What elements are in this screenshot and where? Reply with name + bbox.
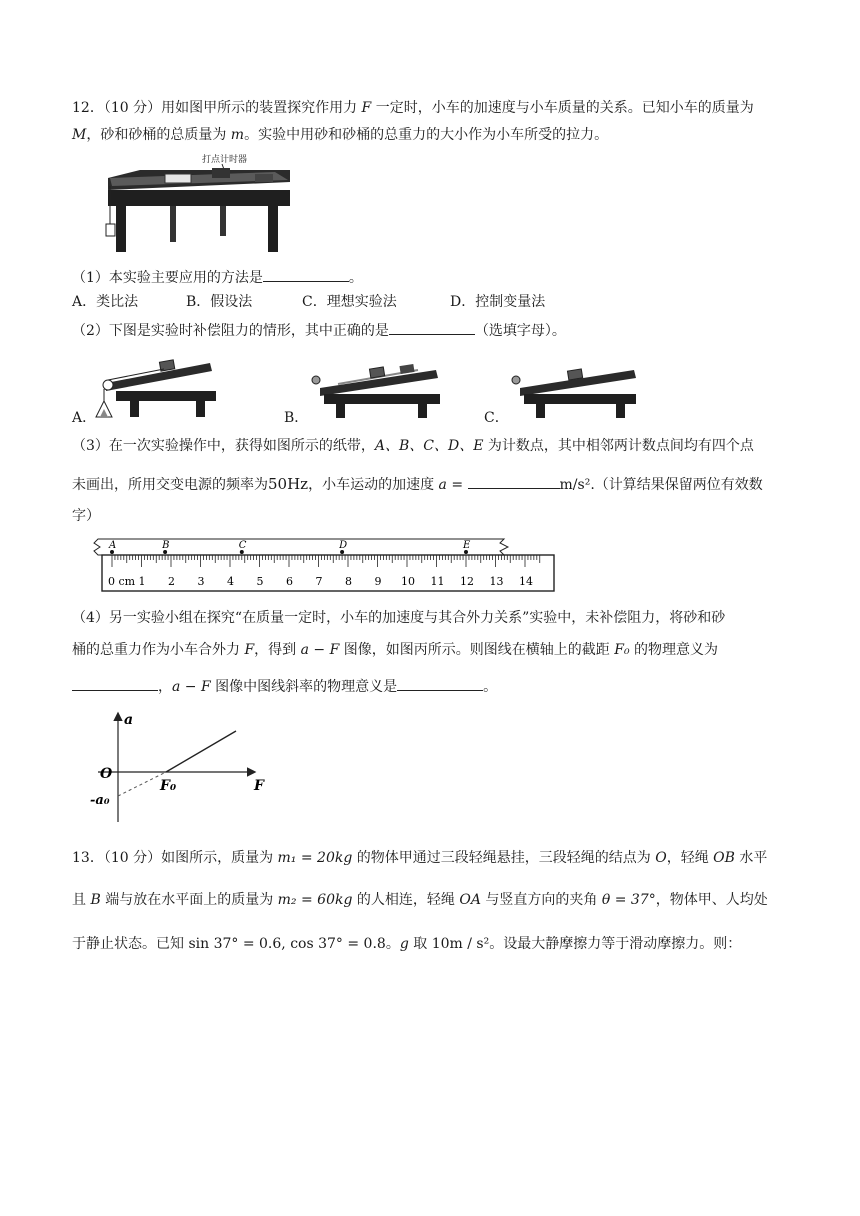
q12-part3-line3: 字） xyxy=(72,508,100,524)
ruler-label: 3 xyxy=(197,575,205,588)
q12-line-2: M，砂和砂桶的总质量为 m。实验中用砂和砂桶的总重力的大小作为小车所受的拉力。 xyxy=(72,127,609,143)
ruler-label: 2 xyxy=(168,575,175,588)
apparatus-figure xyxy=(100,150,300,258)
q12-part1: （1）本实验主要应用的方法是 。 xyxy=(72,267,363,288)
graph-extension xyxy=(118,772,166,796)
intercept-f0: F₀ xyxy=(160,778,177,794)
q12-line-1: 12．（10 分）用如图甲所示的装置探究作用力 F 一定时，小车的加速度与小车质量的关系。已知小车的质量为 xyxy=(72,100,754,116)
q12-part4-line3: ，a − F 图像中图线斜率的物理意义是 。 xyxy=(72,676,497,697)
a-f-graph xyxy=(84,704,284,826)
fig-label-a: A． xyxy=(72,410,97,426)
ruler-label: 13 xyxy=(489,575,504,588)
q13-line-3: 于静止状态。已知 sin 37° = 0.6, cos 37° = 0.8。g 取 10m / s²。设最大静摩擦力等于滑动摩擦力。则： xyxy=(72,936,742,952)
fig-label-b: B． xyxy=(284,410,309,426)
x-axis-label: F xyxy=(254,778,264,794)
tape-point-label: A xyxy=(109,540,117,551)
option-c: C．理想实验法 xyxy=(302,294,397,310)
figure-c xyxy=(508,358,648,418)
ruler-label: 11 xyxy=(430,575,445,588)
ruler-label: 9 xyxy=(374,575,382,588)
ruler-label: 8 xyxy=(345,575,352,588)
option-a: A．类比法 xyxy=(72,294,139,310)
ruler-label: 4 xyxy=(227,575,234,588)
ruler-label: 10 xyxy=(401,575,415,588)
y-axis-label: a xyxy=(124,712,134,728)
ruler-label: 6 xyxy=(286,575,293,588)
q12-part3-line1: （3）在一次实验操作中，获得如图所示的纸带，A、B、C、D、E 为计数点，其中相邻两计数点间均有四个点 xyxy=(72,438,754,454)
intercept-a0: -a₀ xyxy=(90,793,110,808)
tape-point-label: D xyxy=(339,540,348,551)
ruler-label: 7 xyxy=(315,575,323,588)
figure-a xyxy=(92,355,222,420)
timer-label: 打点计时器 xyxy=(202,155,248,165)
q12-part4-line1: （4）另一实验小组在探究“在质量一定时，小车的加速度与其合外力关系”实验中，未补偿阻力，将砂和砂 xyxy=(72,610,726,626)
option-b: B．假设法 xyxy=(186,294,253,310)
figure-b xyxy=(308,358,448,418)
q12-part2: （2）下图是实验时补偿阻力的情形，其中正确的是 （选填字母）。 xyxy=(72,320,566,341)
option-d: D．控制变量法 xyxy=(450,294,546,310)
origin-label: O xyxy=(100,766,113,782)
tape-point-label: C xyxy=(238,540,247,551)
ruler-label: 14 xyxy=(519,575,533,588)
graph-line xyxy=(166,731,236,772)
ruler-label: 12 xyxy=(460,575,474,588)
ruler-label: 1 xyxy=(138,575,146,588)
q13-line-1: 13．（10 分）如图所示，质量为 m₁ = 20kg 的物体甲通过三段轻绳悬挂，三段轻绳的结点为 O，轻绳 OB 水平 xyxy=(72,850,768,866)
q13-line-2: 且 B 端与放在水平面上的质量为 m₂ = 60kg 的人相连，轻绳 OA 与竖直方向的夹角 θ = 37°，物体甲、人均处 xyxy=(72,892,768,908)
q12-part4-line2: 桶的总重力作为小车合外力 F，得到 a − F 图像，如图丙所示。则图线在横轴上的截距 F₀ 的物理意义为 xyxy=(72,642,719,658)
q12-part3-line2: 未画出，所用交变电源的频率为50Hz，小车运动的加速度 a = m/s².（计算结果保留两位有效数 xyxy=(72,475,763,493)
tape-point-label: B xyxy=(162,540,170,551)
ruler-label: 0 cm xyxy=(108,575,136,588)
tape-point-label: E xyxy=(463,540,471,551)
fig-label-c: C． xyxy=(484,410,509,426)
tape-ruler-figure xyxy=(84,533,564,597)
ruler-label: 5 xyxy=(256,575,264,588)
